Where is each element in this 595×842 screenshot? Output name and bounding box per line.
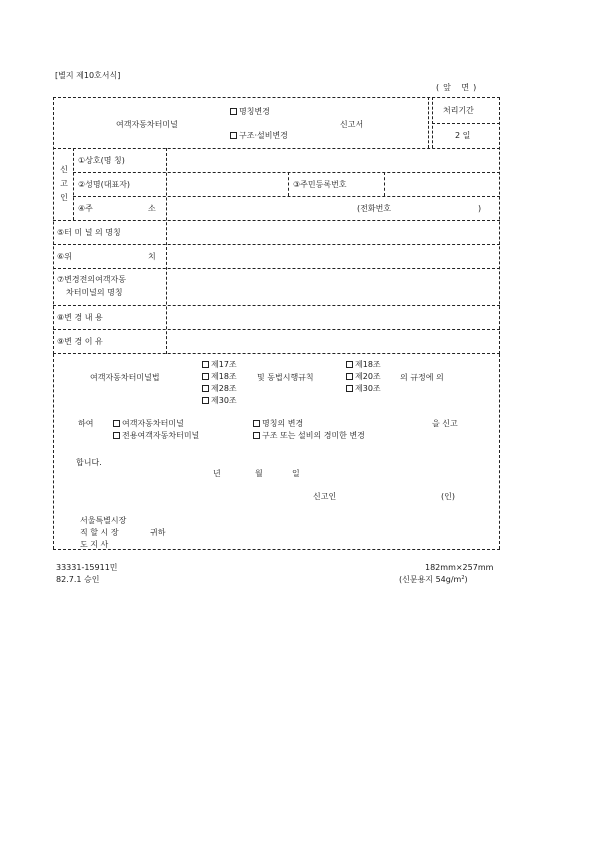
divider [53, 305, 500, 306]
divider [499, 354, 500, 549]
divider [73, 196, 500, 197]
checkbox[interactable] [253, 432, 260, 439]
form-number-label: [별지 제10호서식] [55, 71, 121, 80]
form-title-suffix: 신고서 [340, 120, 364, 129]
previous-name-label-line2: 차터미널의 명칭 [66, 288, 123, 297]
previous-name-label-line1: ⑦변경전의여객자동 [57, 275, 126, 284]
divider [53, 148, 500, 149]
act-article-28[interactable] [202, 385, 237, 393]
paper-spec-text: (신문용지 54g/m [399, 575, 462, 584]
purpose-tail: 을 신고 [432, 419, 458, 428]
act-name: 여객자동차터미널법 [90, 373, 160, 382]
checkbox[interactable] [113, 432, 120, 439]
checkbox[interactable] [202, 361, 209, 368]
option-label: 여객자동차터미널 [122, 419, 184, 428]
clause-phrase: 의 규정에 의 [400, 373, 444, 382]
trade-name-label: ①상호(명 칭) [78, 156, 125, 165]
structure-change-checkbox[interactable] [230, 132, 237, 139]
divider [53, 354, 54, 549]
option-label: 구조 또는 설비의 경미한 변경 [262, 431, 365, 440]
purpose-option-minor-change[interactable] [253, 432, 365, 440]
article-label: 제18조 [211, 372, 237, 381]
divider [73, 148, 74, 220]
seal-mark: (인) [441, 492, 455, 501]
checkbox[interactable] [202, 373, 209, 380]
phone-label-close: ) [478, 204, 482, 213]
addressee-province: 도 지 사 [80, 540, 109, 549]
article-label: 제30조 [211, 396, 237, 405]
paper-spec-superscript: 2 [461, 575, 465, 581]
divider [53, 268, 500, 269]
purpose-closing: 합니다. [76, 458, 102, 467]
article-label: 제17조 [211, 360, 237, 369]
option-structure-change[interactable] [230, 132, 288, 140]
processing-period-label: 처리기간 [443, 106, 474, 115]
paper-spec [399, 576, 468, 584]
checkbox[interactable] [253, 420, 260, 427]
rule-article-30[interactable] [346, 385, 381, 393]
purpose-option-terminal[interactable] [113, 420, 184, 428]
option-label: 명칭의 변경 [262, 419, 304, 428]
divider [166, 148, 167, 354]
divider [53, 549, 500, 550]
divider [428, 97, 429, 148]
date-day: 일 [292, 469, 300, 478]
article-label: 제30조 [355, 384, 381, 393]
checkbox[interactable] [346, 385, 353, 392]
checkbox[interactable] [346, 361, 353, 368]
processing-period-value: 2 일 [455, 131, 471, 140]
applicant-group-label: 신 고 인 [60, 165, 68, 202]
addressee-honorific: 귀하 [150, 528, 166, 537]
paper-spec-close: ) [464, 575, 468, 584]
article-label: 제18조 [355, 360, 381, 369]
location-label-tail: 치 [148, 252, 156, 261]
article-label: 제20조 [355, 372, 381, 381]
divider [288, 172, 289, 196]
form-code: 33331-15911민 [56, 563, 118, 572]
rule-name: 및 동법시행규칙 [257, 373, 314, 382]
structure-change-label: 구조·설비변경 [239, 131, 288, 140]
article-label: 제28조 [211, 384, 237, 393]
purpose-lead: 하여 [78, 419, 94, 428]
name-change-checkbox[interactable] [230, 108, 237, 115]
checkbox[interactable] [346, 373, 353, 380]
act-article-17[interactable] [202, 361, 237, 369]
name-change-label: 명칭변경 [239, 107, 270, 116]
representative-name-label: ②성명(대표자) [78, 180, 131, 189]
act-article-30[interactable] [202, 397, 237, 405]
divider [53, 329, 500, 330]
reporter-label: 신고인 [313, 492, 337, 501]
address-label: ④주 [78, 204, 93, 213]
address-label-tail: 소 [148, 204, 156, 213]
resident-number-label: ③주민등록번호 [293, 180, 347, 189]
rule-article-20[interactable] [346, 373, 381, 381]
addressee-seoul: 서울특별시장 [80, 516, 127, 525]
rule-article-18[interactable] [346, 361, 381, 369]
option-name-change[interactable] [230, 108, 270, 116]
checkbox[interactable] [113, 420, 120, 427]
date-year: 년 [213, 469, 221, 478]
divider [53, 244, 500, 245]
purpose-option-dedicated-terminal[interactable] [113, 432, 199, 440]
date-month: 월 [255, 469, 263, 478]
checkbox[interactable] [202, 397, 209, 404]
phone-label: (전화번호 [357, 204, 392, 213]
terminal-name-label: ⑤터 미 널 의 명칭 [57, 228, 121, 237]
change-content-label: ⑧변 경 내 용 [57, 313, 103, 322]
divider [384, 172, 385, 196]
divider [53, 220, 500, 221]
approval-date: 82.7.1 승인 [56, 575, 100, 584]
paper-size: 182mm×257mm [425, 563, 494, 572]
change-reason-label: ⑨변 경 이 유 [57, 337, 103, 346]
front-side-note: (앞 면) [436, 83, 481, 92]
divider [432, 123, 500, 124]
addressee-city: 직 할 시 장 [80, 528, 119, 537]
option-label: 전용여객자동차터미널 [122, 431, 200, 440]
act-article-18[interactable] [202, 373, 237, 381]
location-label: ⑥위 [57, 252, 72, 261]
form-title: 여객자동차터미널 [116, 120, 178, 129]
purpose-option-name-change[interactable] [253, 420, 303, 428]
checkbox[interactable] [202, 385, 209, 392]
divider [73, 172, 500, 173]
